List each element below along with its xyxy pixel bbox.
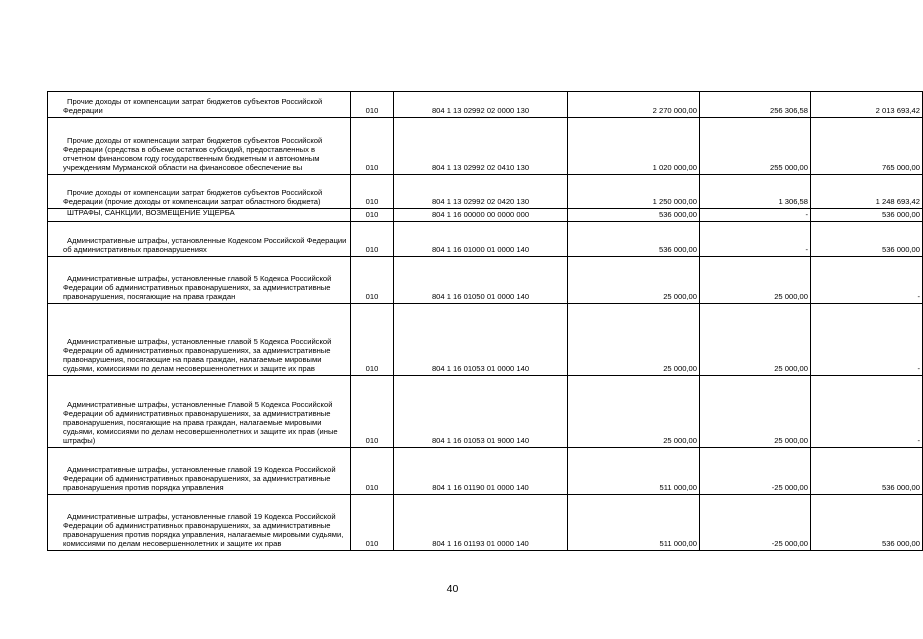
unexecuted-amount-cell: 765 000,00	[811, 118, 923, 175]
approved-amount-cell: 1 020 000,00	[568, 118, 700, 175]
row-name-cell: Административные штрафы, установленные главой 5 Кодекса Российской Федерации об административных правонарушениях, за административные правонарушения, посягающие на права граждан	[48, 257, 351, 304]
approved-amount-cell: 536 000,00	[568, 209, 700, 222]
row-name-cell: Административные штрафы, установленные Кодексом Российской Федерации об административных правонарушениях	[48, 222, 351, 257]
table-row	[48, 175, 923, 209]
kbk-code-cell: 804 1 13 02992 02 0410 130	[394, 118, 568, 175]
row-name-cell: Административные штрафы, установленные Главой 5 Кодекса Российской Федерации об административных правонарушениях, за административные правонарушения, посягающие на права граждан, налагаемые мировыми судьями, комиссиями по делам несовершеннолетних и защите их прав (иные штрафы)	[48, 376, 351, 448]
kbk-code-cell: 804 1 16 01050 01 0000 140	[394, 257, 568, 304]
executed-amount-cell: 1 306,58	[700, 175, 811, 209]
kbk-code-cell: 804 1 16 01190 01 0000 140	[394, 448, 568, 495]
unexecuted-amount-cell: -	[811, 257, 923, 304]
row-name-cell: Прочие доходы от компенсации затрат бюджетов субъектов Российской Федерации (прочие доходы от компенсации затрат областного бюджета)	[48, 175, 351, 209]
executed-amount-cell: 25 000,00	[700, 376, 811, 448]
row-name-cell: Прочие доходы от компенсации затрат бюджетов субъектов Российской Федерации	[48, 92, 351, 118]
table-row	[48, 209, 923, 222]
row-code-cell: 010	[351, 304, 394, 376]
executed-amount-cell: -25 000,00	[700, 495, 811, 551]
kbk-code-cell: 804 1 16 00000 00 0000 000	[394, 209, 568, 222]
approved-amount-cell: 25 000,00	[568, 376, 700, 448]
row-code-cell: 010	[351, 495, 394, 551]
row-name-cell: Прочие доходы от компенсации затрат бюджетов субъектов Российской Федерации (средства в объеме остатков субсидий, предоставленных в отчетном финансовом году государственным бюджетным и автономным учреждениям Мурманской области на финансовое обеспечение вы	[48, 118, 351, 175]
row-name-cell: Административные штрафы, установленные главой 19 Кодекса Российской Федерации об административных правонарушениях, за административные правонарушения против порядка управления, налагаемые мировыми судьями, комиссиями по делам несовершеннолетних и защите их прав	[48, 495, 351, 551]
row-name-cell: Административные штрафы, установленные главой 19 Кодекса Российской Федерации об административных правонарушениях, за административные правонарушения против порядка управления	[48, 448, 351, 495]
table-row	[48, 118, 923, 175]
unexecuted-amount-cell: 1 248 693,42	[811, 175, 923, 209]
unexecuted-amount-cell: -	[811, 304, 923, 376]
executed-amount-cell: 255 000,00	[700, 118, 811, 175]
row-code-cell: 010	[351, 376, 394, 448]
unexecuted-amount-cell: 536 000,00	[811, 209, 923, 222]
approved-amount-cell: 1 250 000,00	[568, 175, 700, 209]
kbk-code-cell: 804 1 16 01053 01 9000 140	[394, 376, 568, 448]
kbk-code-cell: 804 1 16 01053 01 0000 140	[394, 304, 568, 376]
approved-amount-cell: 25 000,00	[568, 304, 700, 376]
approved-amount-cell: 25 000,00	[568, 257, 700, 304]
executed-amount-cell: 25 000,00	[700, 304, 811, 376]
executed-amount-cell: -	[700, 222, 811, 257]
approved-amount-cell: 2 270 000,00	[568, 92, 700, 118]
row-code-cell: 010	[351, 222, 394, 257]
table-row	[48, 222, 923, 257]
table-row	[48, 448, 923, 495]
table-row	[48, 92, 923, 118]
executed-amount-cell: -	[700, 209, 811, 222]
approved-amount-cell: 511 000,00	[568, 448, 700, 495]
approved-amount-cell: 511 000,00	[568, 495, 700, 551]
kbk-code-cell: 804 1 16 01193 01 0000 140	[394, 495, 568, 551]
executed-amount-cell: 256 306,58	[700, 92, 811, 118]
row-code-cell: 010	[351, 448, 394, 495]
row-code-cell: 010	[351, 175, 394, 209]
row-code-cell: 010	[351, 118, 394, 175]
unexecuted-amount-cell: 536 000,00	[811, 448, 923, 495]
executed-amount-cell: 25 000,00	[700, 257, 811, 304]
approved-amount-cell: 536 000,00	[568, 222, 700, 257]
unexecuted-amount-cell: 536 000,00	[811, 222, 923, 257]
table-row	[48, 304, 923, 376]
row-name-cell: Административные штрафы, установленные главой 5 Кодекса Российской Федерации об административных правонарушениях, за административные правонарушения, посягающие на права граждан, налагаемые мировыми судьями, комиссиями по делам несовершеннолетних и защите их прав	[48, 304, 351, 376]
table-row	[48, 376, 923, 448]
unexecuted-amount-cell: 536 000,00	[811, 495, 923, 551]
kbk-code-cell: 804 1 16 01000 01 0000 140	[394, 222, 568, 257]
row-code-cell: 010	[351, 257, 394, 304]
executed-amount-cell: -25 000,00	[700, 448, 811, 495]
page-number: 40	[446, 583, 459, 595]
table-row	[48, 257, 923, 304]
row-code-cell: 010	[351, 92, 394, 118]
unexecuted-amount-cell: 2 013 693,42	[811, 92, 923, 118]
kbk-code-cell: 804 1 13 02992 02 0000 130	[394, 92, 568, 118]
unexecuted-amount-cell: -	[811, 376, 923, 448]
row-code-cell: 010	[351, 209, 394, 222]
revenue-table	[47, 91, 923, 551]
kbk-code-cell: 804 1 13 02992 02 0420 130	[394, 175, 568, 209]
row-name-cell: ШТРАФЫ, САНКЦИИ, ВОЗМЕЩЕНИЕ УЩЕРБА	[48, 209, 351, 222]
table-row	[48, 495, 923, 551]
